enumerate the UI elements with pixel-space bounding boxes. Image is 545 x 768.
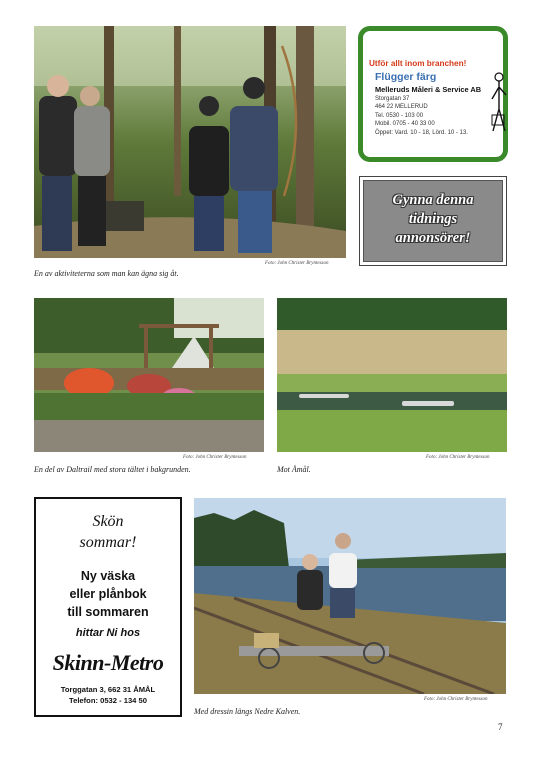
flugger-phone: Tel. 0530 - 103 00: [375, 113, 424, 119]
flugger-address-city: 464 22 MELLERUD: [375, 104, 428, 110]
skinn-script-2: sommar!: [79, 534, 137, 551]
photo-caption: Mot Åmål.: [277, 465, 311, 474]
skinn-line-1: Ny väska: [80, 569, 136, 583]
flugger-mobile: Mobil. 0705 - 40 33 00: [375, 121, 435, 127]
painter-figure-icon: [489, 71, 509, 141]
page-number: 7: [498, 722, 503, 732]
skinn-metro-ad: [34, 497, 182, 717]
skinn-address: Torggatan 3, 662 31 ÅMÅL: [60, 685, 156, 694]
gynna-line-2: tidnings: [408, 211, 458, 227]
photo-credit: Foto: John Christer Bryntesson: [424, 697, 488, 702]
photo-caption: En del av Daltrail med stora tältet i bakgrunden.: [34, 465, 191, 474]
gynna-ad-text: [364, 191, 502, 248]
photo-credit: Foto: John Christer Bryntesson: [426, 455, 490, 460]
gynna-ad-panel: [363, 180, 503, 262]
flugger-address-street: Storgatan 37: [375, 96, 410, 102]
photo-lake: [277, 298, 507, 452]
skinn-script-1: Skön: [92, 513, 124, 530]
flugger-brand: Flügger färg: [375, 71, 437, 83]
photo-activities-image: [34, 26, 346, 258]
photo-credit: Foto: John Christer Bryntesson: [265, 261, 329, 266]
skinn-line-2: eller plånbok: [69, 587, 147, 601]
flugger-ad: [358, 26, 508, 162]
flugger-tagline: Utför allt inom branchen!: [369, 59, 467, 68]
photo-daltrail: [34, 298, 264, 452]
flugger-hours: Öppet: Vard. 10 - 18, Lörd. 10 - 13.: [375, 130, 468, 136]
gynna-ad: [359, 176, 507, 266]
photo-caption: En av aktiviteterna som man kan ägna sig åt.: [34, 269, 179, 278]
photo-dressin: [194, 498, 506, 694]
gynna-line-1: Gynna denna: [392, 192, 474, 208]
gynna-line-3: annonsörer!: [395, 230, 471, 246]
photo-activities: [34, 26, 346, 258]
photo-dressin-image: [194, 498, 506, 694]
photo-lake-image: [277, 298, 507, 452]
flugger-company: Melleruds Måleri & Service AB: [375, 85, 482, 94]
photo-caption: Med dressin längs Nedre Kalven.: [194, 707, 301, 716]
photo-credit: Foto: John Christer Bryntesson: [183, 455, 247, 460]
skinn-phone: Telefon: 0532 - 134 50: [69, 696, 147, 705]
skinn-hittar: hittar Ni hos: [75, 627, 141, 639]
skinn-line-3: till sommaren: [67, 605, 149, 619]
photo-daltrail-image: [34, 298, 264, 452]
skinn-metro-brand: Skinn-Metro: [52, 650, 164, 675]
